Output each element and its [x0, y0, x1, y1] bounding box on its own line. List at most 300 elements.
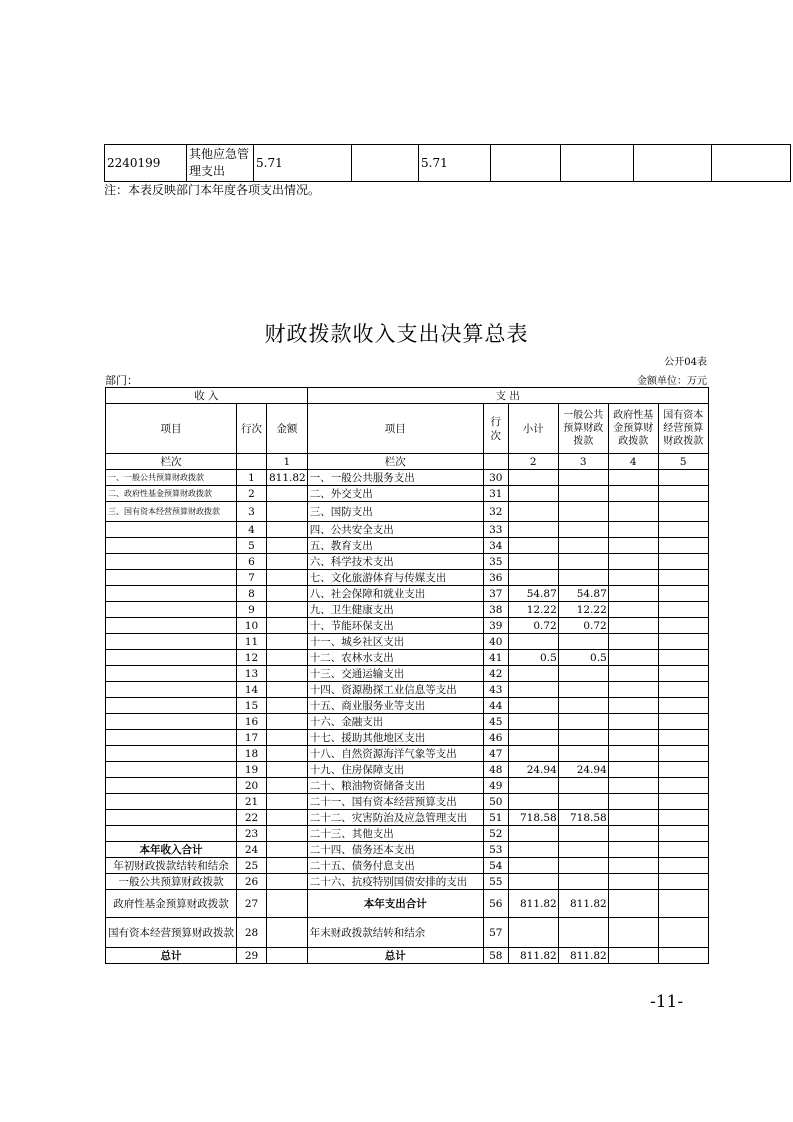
income-amount: [267, 918, 308, 948]
income-line-no: 22: [237, 810, 267, 826]
table-row: [106, 746, 709, 762]
income-item: [106, 618, 237, 634]
gov-fund: [608, 522, 658, 538]
subtotal: [508, 538, 558, 554]
income-item: [106, 730, 237, 746]
gov-fund: [608, 538, 658, 554]
subtotal-header: 小计: [508, 404, 558, 454]
expense-line-no: 56: [483, 890, 508, 918]
expense-item: 十二、农林水支出: [307, 650, 483, 666]
income-line-no: 3: [237, 502, 267, 522]
gov-fund: [608, 714, 658, 730]
general-budget: [558, 470, 608, 486]
table-row: [106, 762, 709, 778]
state-capital: [658, 698, 708, 714]
gov-fund: [608, 858, 658, 874]
expense-item: 十七、援助其他地区支出: [307, 730, 483, 746]
state-capital: [658, 874, 708, 890]
expense-item: 本年支出合计: [307, 890, 483, 918]
expense-item: 一、一般公共服务支出: [307, 470, 483, 486]
expense-item: 十五、商业服务业等支出: [307, 698, 483, 714]
state-capital-header: 国有资本经营预算财政拨款: [658, 404, 708, 454]
income-line-no: 8: [237, 586, 267, 602]
table-row: [106, 634, 709, 650]
general-budget: [558, 486, 608, 502]
income-item: [106, 554, 237, 570]
state-capital: [658, 762, 708, 778]
fragment-cell: [634, 145, 712, 182]
gov-fund: [608, 948, 658, 964]
col-index: 5: [658, 454, 708, 470]
income-amount: [267, 602, 308, 618]
income-amount: [267, 618, 308, 634]
state-capital: [658, 746, 708, 762]
expense-item: 十四、资源勘探工业信息等支出: [307, 682, 483, 698]
header-row: [106, 388, 709, 404]
subtotal: [508, 682, 558, 698]
expense-item: 六、科学技术支出: [307, 554, 483, 570]
fragment-code: 2240199: [105, 145, 187, 182]
expense-line-no: 50: [483, 794, 508, 810]
income-amount: [267, 570, 308, 586]
income-item: 政府性基金预算财政拨款: [106, 890, 237, 918]
expense-line-no: 35: [483, 554, 508, 570]
gov-fund: [608, 778, 658, 794]
expense-line-no: 51: [483, 810, 508, 826]
expense-item: 二十一、国有资本经营预算支出: [307, 794, 483, 810]
subtotal: [508, 698, 558, 714]
state-capital: [658, 858, 708, 874]
table-row: [106, 918, 709, 948]
department-label: 部门：: [105, 374, 138, 387]
table-row: [106, 538, 709, 554]
income-line-no: 15: [237, 698, 267, 714]
income-item: 三、国有资本经营预算财政拨款: [106, 502, 237, 522]
income-line-no: 2: [237, 486, 267, 502]
gov-fund: [608, 634, 658, 650]
gov-fund: [608, 650, 658, 666]
income-amount: [267, 682, 308, 698]
expense-item: 十三、交通运输支出: [307, 666, 483, 682]
gov-fund: [608, 486, 658, 502]
general-budget: 12.22: [558, 602, 608, 618]
income-item: [106, 714, 237, 730]
income-item: 二、政府性基金预算财政拨款: [106, 486, 237, 502]
gov-fund: [608, 746, 658, 762]
expense-item: 二十五、债务付息支出: [307, 858, 483, 874]
subtotal: 12.22: [508, 602, 558, 618]
expense-line-no: 57: [483, 918, 508, 948]
expense-item: 二十、粮油物资储备支出: [307, 778, 483, 794]
table-row: [106, 858, 709, 874]
table-row: [106, 522, 709, 538]
subtotal: [508, 826, 558, 842]
general-budget: [558, 666, 608, 682]
table-row: [106, 586, 709, 602]
income-item: 国有资本经营预算财政拨款: [106, 918, 237, 948]
subtotal: 54.87: [508, 586, 558, 602]
table-row: [106, 730, 709, 746]
expense-line-no: 33: [483, 522, 508, 538]
income-amount: [267, 714, 308, 730]
expense-line-no: 55: [483, 874, 508, 890]
subtotal: [508, 470, 558, 486]
expense-header: 支 出: [307, 388, 708, 404]
subtotal: 24.94: [508, 762, 558, 778]
income-item: [106, 570, 237, 586]
budget-summary-table: [105, 387, 709, 964]
fragment-cell: [491, 145, 561, 182]
gov-fund: [608, 698, 658, 714]
subtotal: [508, 486, 558, 502]
income-amount: [267, 650, 308, 666]
subtotal: [508, 746, 558, 762]
table-row: [106, 810, 709, 826]
expense-line-no: 45: [483, 714, 508, 730]
income-amount: [267, 826, 308, 842]
income-item: 总计: [106, 948, 237, 964]
income-item: 年初财政拨款结转和结余: [106, 858, 237, 874]
expense-line-no: 48: [483, 762, 508, 778]
state-capital: [658, 682, 708, 698]
fragment-cell: [352, 145, 419, 182]
expense-item: 十、节能环保支出: [307, 618, 483, 634]
income-amount: [267, 538, 308, 554]
subtotal: [508, 570, 558, 586]
subtotal: 811.82: [508, 890, 558, 918]
table-row: [106, 842, 709, 858]
fragment-cell: [561, 145, 634, 182]
income-item: [106, 602, 237, 618]
subtotal: [508, 858, 558, 874]
expense-item: 二十六、抗疫特别国债安排的支出: [307, 874, 483, 890]
income-amount: [267, 698, 308, 714]
income-amount: [267, 948, 308, 964]
subtotal: [508, 918, 558, 948]
general-budget: [558, 698, 608, 714]
expense-item: 四、公共安全支出: [307, 522, 483, 538]
table-row: [106, 470, 709, 486]
state-capital: [658, 650, 708, 666]
table-row: [106, 874, 709, 890]
expense-item: 七、文化旅游体育与传媒支出: [307, 570, 483, 586]
income-line-no: 9: [237, 602, 267, 618]
income-item: [106, 522, 237, 538]
expense-line-no: 39: [483, 618, 508, 634]
general-budget: [558, 538, 608, 554]
general-budget: 24.94: [558, 762, 608, 778]
subtotal: [508, 634, 558, 650]
gov-fund: [608, 874, 658, 890]
gov-fund: [608, 730, 658, 746]
gov-fund: [608, 602, 658, 618]
fragment-cell: [712, 145, 791, 182]
expense-line-no: 47: [483, 746, 508, 762]
income-item: [106, 810, 237, 826]
income-amount: [267, 842, 308, 858]
general-budget: [558, 746, 608, 762]
expense-line-no: 38: [483, 602, 508, 618]
table-row: [106, 602, 709, 618]
income-line-no: 5: [237, 538, 267, 554]
col-index: [237, 454, 267, 470]
income-amount: [267, 746, 308, 762]
expense-line-no: 40: [483, 634, 508, 650]
income-item: [106, 778, 237, 794]
gov-fund: [608, 586, 658, 602]
income-line-no: 23: [237, 826, 267, 842]
subtotal: 718.58: [508, 810, 558, 826]
expense-line-no: 58: [483, 948, 508, 964]
expense-line-no: 52: [483, 826, 508, 842]
state-capital: [658, 666, 708, 682]
gov-fund: [608, 470, 658, 486]
gov-fund: [608, 618, 658, 634]
income-amount: [267, 634, 308, 650]
general-budget: 54.87: [558, 586, 608, 602]
subtotal: 811.82: [508, 948, 558, 964]
income-amount-header: 金额: [267, 404, 308, 454]
income-line-no: 10: [237, 618, 267, 634]
income-item: [106, 762, 237, 778]
expense-item: 八、社会保障和就业支出: [307, 586, 483, 602]
state-capital: [658, 522, 708, 538]
state-capital: [658, 602, 708, 618]
subtotal: 0.72: [508, 618, 558, 634]
gov-fund: [608, 794, 658, 810]
expense-item: 二十三、其他支出: [307, 826, 483, 842]
col-label: 栏次: [106, 454, 237, 470]
expense-line-no: 46: [483, 730, 508, 746]
expense-item: 十六、金融支出: [307, 714, 483, 730]
fragment-total: 5.71: [254, 145, 352, 182]
gov-fund: [608, 502, 658, 522]
income-line-no: 26: [237, 874, 267, 890]
general-budget: 0.72: [558, 618, 608, 634]
general-budget: 811.82: [558, 948, 608, 964]
state-capital: [658, 570, 708, 586]
income-line-no: 12: [237, 650, 267, 666]
expense-line-no: 41: [483, 650, 508, 666]
expense-line-no: 37: [483, 586, 508, 602]
income-line-no: 28: [237, 918, 267, 948]
income-line-no: 4: [237, 522, 267, 538]
state-capital: [658, 730, 708, 746]
income-item: 本年收入合计: [106, 842, 237, 858]
income-amount: 811.82: [267, 470, 308, 486]
state-capital: [658, 810, 708, 826]
income-line-no: 21: [237, 794, 267, 810]
fragment-name: 其他应急管理支出: [187, 145, 254, 182]
income-item: [106, 634, 237, 650]
income-amount: [267, 666, 308, 682]
general-budget: [558, 858, 608, 874]
income-line-no: 1: [237, 470, 267, 486]
subtotal: [508, 730, 558, 746]
income-line-no: 14: [237, 682, 267, 698]
previous-table-fragment: [104, 144, 791, 182]
gov-fund-header: 政府性基金预算财政拨款: [608, 404, 658, 454]
income-line-no: 11: [237, 634, 267, 650]
general-budget: [558, 794, 608, 810]
table-row: [106, 778, 709, 794]
income-item: [106, 650, 237, 666]
general-budget: [558, 918, 608, 948]
state-capital: [658, 554, 708, 570]
page-number: -11-: [650, 992, 684, 1012]
income-amount: [267, 794, 308, 810]
income-amount: [267, 586, 308, 602]
expense-item: 年末财政拨款结转和结余: [307, 918, 483, 948]
col-label: 栏次: [307, 454, 483, 470]
state-capital: [658, 842, 708, 858]
subtotal: [508, 842, 558, 858]
table-row: [106, 890, 709, 918]
income-line-no: 7: [237, 570, 267, 586]
income-item: [106, 586, 237, 602]
gov-fund: [608, 842, 658, 858]
header-row: [106, 404, 709, 454]
subtotal: [508, 502, 558, 522]
income-line-no: 17: [237, 730, 267, 746]
general-budget: [558, 826, 608, 842]
income-line-no: 29: [237, 948, 267, 964]
income-line-header: 行次: [237, 404, 267, 454]
state-capital: [658, 470, 708, 486]
income-amount: [267, 778, 308, 794]
expense-line-no: 53: [483, 842, 508, 858]
gov-fund: [608, 826, 658, 842]
expense-item: 总计: [307, 948, 483, 964]
general-budget: [558, 714, 608, 730]
state-capital: [658, 794, 708, 810]
income-line-no: 25: [237, 858, 267, 874]
general-budget: [558, 554, 608, 570]
unit-label: 金额单位：万元: [637, 376, 707, 387]
general-budget: [558, 522, 608, 538]
general-budget: [558, 778, 608, 794]
income-amount: [267, 730, 308, 746]
general-budget: [558, 730, 608, 746]
expense-item: 五、教育支出: [307, 538, 483, 554]
table-row: [106, 666, 709, 682]
gov-fund: [608, 570, 658, 586]
general-budget: [558, 842, 608, 858]
general-budget: 811.82: [558, 890, 608, 918]
state-capital: [658, 948, 708, 964]
col-index: [483, 454, 508, 470]
state-capital: [658, 502, 708, 522]
income-line-no: 13: [237, 666, 267, 682]
fragment-note: 注：本表反映部门本年度各项支出情况。: [104, 183, 321, 197]
fragment-value: 5.71: [419, 145, 491, 182]
general-budget: [558, 502, 608, 522]
income-amount: [267, 874, 308, 890]
expense-item: 二十二、灾害防治及应急管理支出: [307, 810, 483, 826]
expense-item: 二、外交支出: [307, 486, 483, 502]
income-amount: [267, 486, 308, 502]
subtotal: [508, 778, 558, 794]
general-budget-header: 一般公共预算财政拨款: [558, 404, 608, 454]
expense-item: 十八、自然资源海洋气象等支出: [307, 746, 483, 762]
expense-line-no: 34: [483, 538, 508, 554]
subtotal: [508, 554, 558, 570]
income-line-no: 18: [237, 746, 267, 762]
income-item: [106, 538, 237, 554]
income-amount: [267, 554, 308, 570]
expense-line-no: 42: [483, 666, 508, 682]
expense-item: 十九、住房保障支出: [307, 762, 483, 778]
income-line-no: 24: [237, 842, 267, 858]
table-row: [106, 826, 709, 842]
col-index: 1: [267, 454, 308, 470]
income-item: [106, 746, 237, 762]
table-row: [106, 714, 709, 730]
income-line-no: 27: [237, 890, 267, 918]
gov-fund: [608, 682, 658, 698]
general-budget: 0.5: [558, 650, 608, 666]
subtotal: 0.5: [508, 650, 558, 666]
income-item: 一、一般公共预算财政拨款: [106, 470, 237, 486]
col-index: 4: [608, 454, 658, 470]
table-row: [106, 650, 709, 666]
income-item: [106, 666, 237, 682]
income-item: [106, 826, 237, 842]
income-amount: [267, 810, 308, 826]
expense-line-no: 30: [483, 470, 508, 486]
gov-fund: [608, 666, 658, 682]
expense-line-no: 32: [483, 502, 508, 522]
expense-item: 九、卫生健康支出: [307, 602, 483, 618]
expense-item: 十一、城乡社区支出: [307, 634, 483, 650]
general-budget: [558, 874, 608, 890]
state-capital: [658, 918, 708, 948]
expense-item: 三、国防支出: [307, 502, 483, 522]
table-row: [106, 486, 709, 502]
general-budget: [558, 570, 608, 586]
subtotal: [508, 714, 558, 730]
income-item-header: 项目: [106, 404, 237, 454]
income-line-no: 19: [237, 762, 267, 778]
income-amount: [267, 890, 308, 918]
expense-line-no: 44: [483, 698, 508, 714]
income-item: [106, 682, 237, 698]
subtotal: [508, 666, 558, 682]
col-index: 3: [558, 454, 608, 470]
state-capital: [658, 486, 708, 502]
income-line-no: 20: [237, 778, 267, 794]
gov-fund: [608, 890, 658, 918]
general-budget: [558, 682, 608, 698]
gov-fund: [608, 810, 658, 826]
page-title: 财政拨款收入支出决算总表: [264, 322, 529, 346]
income-item: [106, 698, 237, 714]
gov-fund: [608, 554, 658, 570]
income-amount: [267, 522, 308, 538]
state-capital: [658, 634, 708, 650]
income-amount: [267, 502, 308, 522]
income-item: [106, 794, 237, 810]
expense-line-no: 31: [483, 486, 508, 502]
table-row: [106, 794, 709, 810]
general-budget: 718.58: [558, 810, 608, 826]
state-capital: [658, 714, 708, 730]
table-row: [106, 698, 709, 714]
expense-line-no: 49: [483, 778, 508, 794]
column-index-row: [106, 454, 709, 470]
table-row: [106, 618, 709, 634]
state-capital: [658, 826, 708, 842]
